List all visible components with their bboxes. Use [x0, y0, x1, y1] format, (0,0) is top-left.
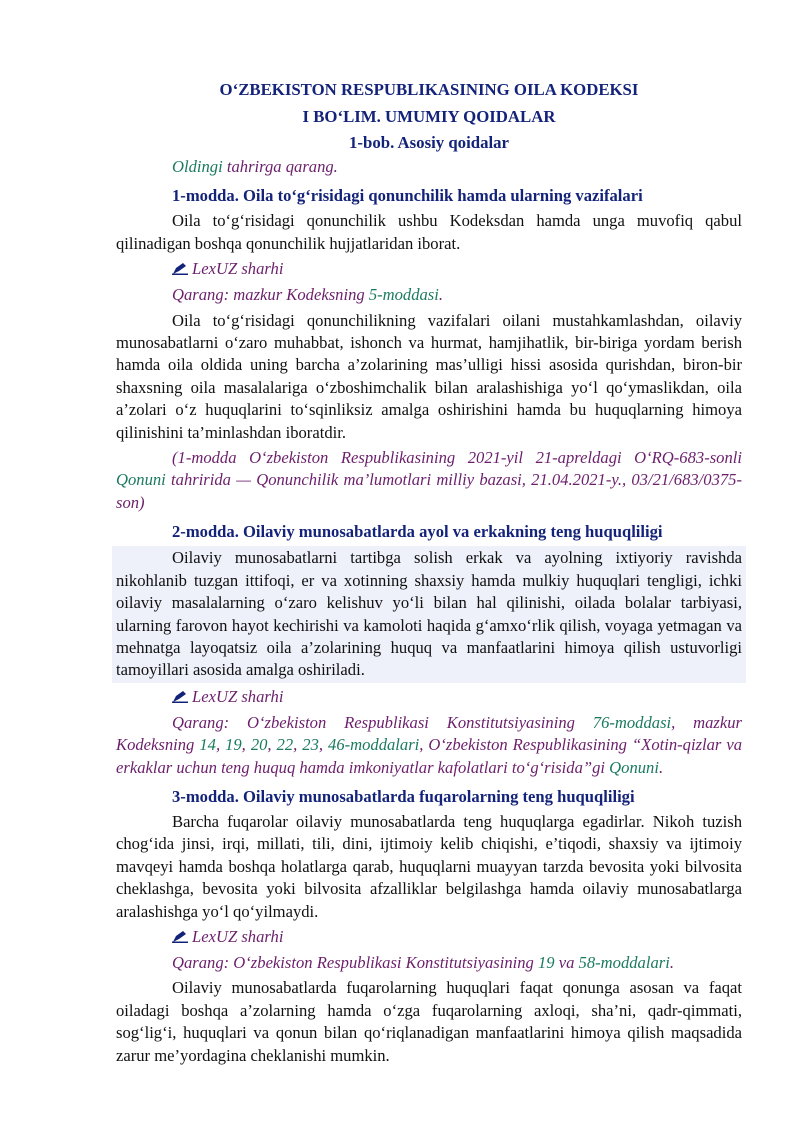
pencil-comment-icon	[172, 263, 188, 275]
equal-rights-law-link[interactable]: Qonuni	[609, 757, 659, 777]
article-1-amendment-note: (1-modda O‘zbekiston Respublikasining 2021-yil 21-apreldagi O‘RQ-683-sonli Qonuni tahririda — Qonunchilik ma’lumotlari milliy bazasi, 21.04.2021-y., 03/21/683/0375-son)	[116, 448, 742, 512]
constitution-article-19-link[interactable]: 19	[537, 952, 555, 972]
article-2-see-also: Qarang: O‘zbekiston Respublikasi Konstitutsiyasining 76-moddasi, mazkur Kodeksning 14, 19, 20, 22, 23, 46-moddalari, O‘zbekiston Respublikasining “Xotin-qizlar va erkaklar uchun teng huquq hamda imkoniyatlar kafolatlari to‘g‘risida”gi Qonuni.	[116, 712, 743, 777]
article-3-title: 3-modda. Oilaviy munosabatlarda fuqarolarning teng huquqliligi	[172, 786, 635, 806]
document-page	[116, 72, 742, 1070]
previous-edition-link[interactable]: Oldingi	[172, 157, 223, 176]
article-20-link[interactable]: 20	[250, 735, 268, 755]
section-title: I BO‘LIM. UMUMIY QOIDALAR	[302, 107, 556, 126]
article-14-link[interactable]: 14	[199, 735, 216, 755]
article-1-title: 1-modda. Oila to‘g‘risidagi qonunchilik hamda ularning vazifalari	[172, 186, 643, 206]
article-46-link[interactable]: 46-moddalari	[328, 735, 420, 755]
article-22-link[interactable]: 22	[276, 735, 294, 755]
lexuz-comment-link-1[interactable]: LexUZ sharhi	[172, 258, 742, 280]
constitution-article-76-link[interactable]: 76-moddasi	[592, 712, 672, 732]
pencil-comment-icon	[172, 691, 188, 703]
article-23-link[interactable]: 23	[302, 735, 319, 755]
lexuz-comment-link-2[interactable]: LexUZ sharhi	[172, 686, 742, 708]
article-1-see-also: Qarang: mazkur Kodeksning 5-moddasi.	[172, 285, 444, 305]
constitution-article-58-link[interactable]: 58-moddalari	[578, 952, 670, 972]
article-3-paragraph-2: Oilaviy munosabatlarda fuqarolarning huquqlari faqat qonunga asosan va faqat oiladagi boshqa a’zolarning hamda o‘zga fuqarolarning axloqi, sha’ni, qadr-qimmati, sog‘lig‘i, huquqlari va qonun bilan qo‘riqlanadigan manfaatlarini himoya qilish maqsadida zarur me’yordagina cheklanishi mumkin.	[116, 978, 742, 1065]
article-5-link[interactable]: 5-moddasi	[368, 285, 439, 305]
article-2-title: 2-modda. Oilaviy munosabatlarda ayol va erkakning teng huquqliligi	[172, 522, 663, 542]
previous-edition-note: Oldingi tahrirga qarang.	[172, 157, 338, 176]
article-3-paragraph-1: Barcha fuqarolar oilaviy munosabatlarda teng huquqlarga egadirlar. Nikoh tuzish chog‘ida jinsi, irqi, millati, tili, dini, ijtimoiy kelib chiqishi, e’tiqodi, shaxsiy va ijtimoiy mavqeyi hamda boshqa holatlarga qarab, huquqlarni muayyan tarzda bevosita yoki bilvosita cheklashga, bevosita yoki bilvosita afzalliklar belgilashga hamda oilaviy munosabatlarga aralashishga yo‘l qo‘yilmaydi.	[116, 811, 742, 921]
law-link[interactable]: Qonuni	[116, 470, 166, 490]
pencil-comment-icon	[172, 931, 188, 943]
article-1-paragraph-2: Oila to‘g‘risidagi qonunchilikning vazifalari oilani mustahkamlashdan, oilaviy munosabatlarni o‘zaro muhabbat, ishonch va hurmat, hamjihatlik, bir-biriga yordam berish hamda oila oldida uning barcha a’zolarining mas’ulligi hissi asosida qurishdan, biron-bir shaxsning oila masalalariga o‘zboshimchalik bilan aralashishiga yo‘l qo‘ymaslikdan, oila a’zolari o‘z huquqlarini to‘sqinliksiz amalga oshirishini hamda bu huquqlarning himoya qilinishini ta’minlashdan iboratdir.	[116, 310, 742, 442]
lexuz-comment-link-3[interactable]: LexUZ sharhi	[172, 926, 742, 948]
article-19-link[interactable]: 19	[225, 735, 242, 755]
chapter-title: 1-bob. Asosiy qoidalar	[349, 133, 509, 152]
code-title: O‘ZBEKISTON RESPUBLIKASINING OILA KODEKSI	[219, 80, 639, 99]
article-1-paragraph-1: Oila to‘g‘risidagi qonunchilik ushbu Kodeksdan hamda unga muvofiq qabul qilinadigan boshqa qonunchilik hujjatlaridan iborat.	[116, 211, 742, 253]
article-2-paragraph-1: Oilaviy munosabatlarni tartibga solish erkak va ayolning ixtiyoriy ravishda nikohlanib tuzgan ittifoqi, er va xotinning shaxsiy hamda mulkiy huquqlari tengligi, ichki oilaviy masalalarning o‘zaro kelishuv yo‘li bilan hal qilinishi, oilada bolalar tarbiyasi, ularning farovon hayot kechirishi va kamoloti haqida g‘amxo‘rlik qilish, voyaga yetmagan va mehnatga layoqatsiz oila a’zolarining huquq va manfaatlarini himoya qilish ustuvorligi tamoyillari asosida amalga oshiriladi.	[112, 546, 746, 682]
article-3-see-also: Qarang: O‘zbekiston Respublikasi Konstitutsiyasining 19 va 58-moddalari.	[172, 952, 674, 972]
